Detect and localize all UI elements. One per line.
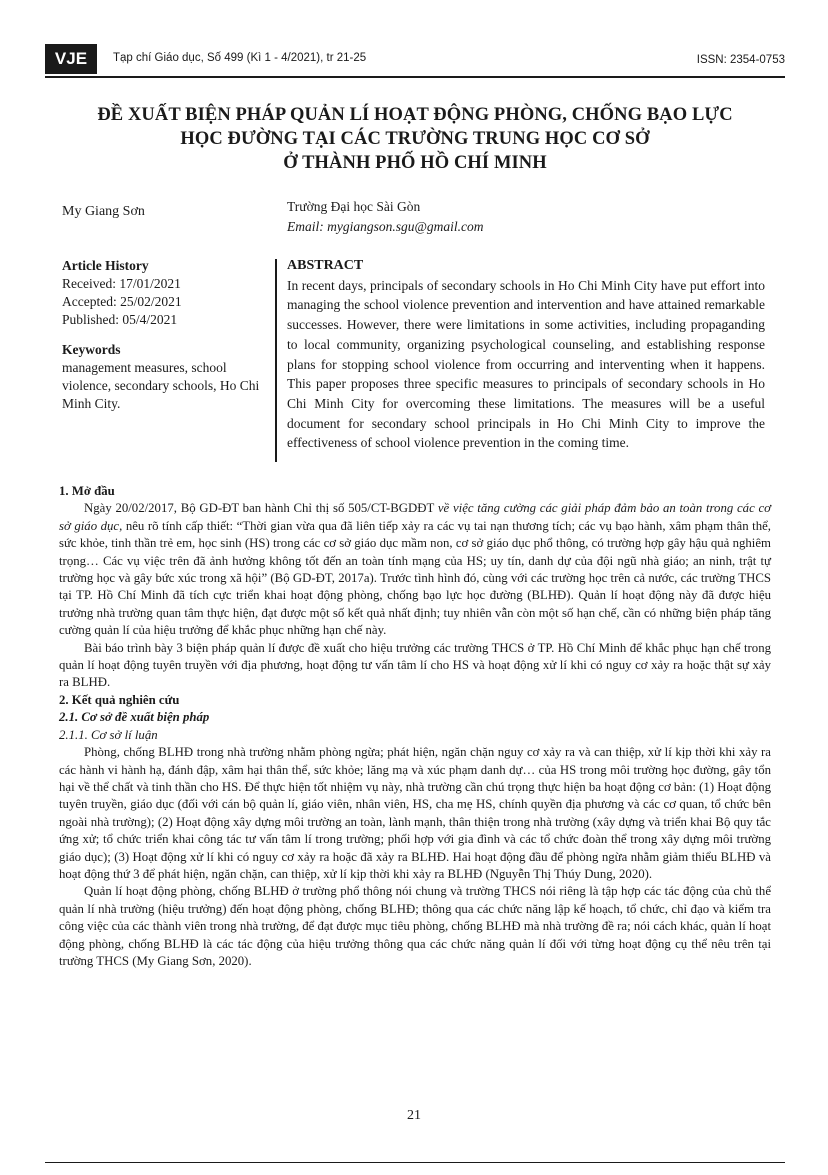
accepted-date: Accepted: 25/02/2021 xyxy=(62,294,182,309)
header-rule xyxy=(45,76,785,78)
paragraph-3: Phòng, chống BLHĐ trong nhà trường nhằm phòng ngừa; phát hiện, ngăn chặn nguy cơ xảy ra và can thiệp, xử lí kịp thời khi xảy ra các hành vi hành hạ, đánh đập, xâm hại thân thể, sức khỏe; lăng mạ và xúc phạm danh dự… của HS trong môi trường học đường, gây tổn hại về thể chất và tinh thần cho HS. Để thực hiện tốt nhiệm vụ này, nhà trường cần chú trọng thực hiện ba hoạt động cơ bản: (1) Hoạt động tuyên truyền, giáo dục (đối với cán bộ quản lí, giáo viên, nhân viên, HS, cha mẹ HS, chính quyền địa phương và các cơ quan, tổ chức bên ngoài nhà trường); (2) Hoạt động xây dựng môi trường an toàn, lành mạnh, thân thiện trong nhà trường (xây dựng và triển khai Bộ quy tắc ứng xử; tổ chức triển khai công tác tư vấn tâm lí trong trường; phối hợp với gia đình và các tổ chức đoàn thể trong xây dựng môi trường giáo dục); (3) Hoạt động xử lí khi có nguy cơ xảy ra hoặc đã xảy ra BLHĐ. Hai hoạt động đầu để phòng ngừa nhằm giảm thiểu BLHĐ và hoạt động thứ 3 để phát hiện, ngăn chặn, can thiệp, xử lí kịp thời khi xảy ra BLHĐ (Nguyễn Thị Thúy Dung, 2020). xyxy=(59,745,771,881)
body-text xyxy=(59,483,771,970)
keywords-text: management measures, school violence, secondary schools, Ho Chi Minh City. xyxy=(62,360,260,411)
running-header xyxy=(45,44,785,74)
author-email: Email: mygiangson.sgu@gmail.com xyxy=(287,219,484,234)
abstract-heading: ABSTRACT xyxy=(287,258,364,273)
affiliation: Trường Đại học Sài Gòn xyxy=(287,199,421,214)
article-meta xyxy=(62,257,262,413)
article-history-heading: Article History xyxy=(62,258,149,273)
paragraph-1: Ngày 20/02/2017, Bộ GD-ĐT ban hành Chỉ thị số 505/CT-BGDĐT về việc tăng cường các giải pháp đảm bảo an toàn trong các cơ sở giáo dục, nêu rõ tính cấp thiết: “Thời gian vừa qua đã liên tiếp xảy ra các vụ tai nạn thương tích; các vụ bạo hành, xâm phạm thân thể, sức khỏe, tinh thần trẻ em, học sinh (HS) trong các cơ sở giáo dục mầm non, cơ sở giáo dục phổ thông, có trường hợp gây hậu quả nghiêm trọng… Các vụ việc trên đã ảnh hưởng không tốt đến an toàn tính mạng của HS; uy tín, danh dự của đội ngũ nhà giáo; an ninh, trật tự trường học và gây bức xúc trong xã hội” (Bộ GD-ĐT, 2017a). Trước tình hình đó, cùng với các trường học trên cả nước, các trường THCS tại TP. Hồ Chí Minh đã tích cực triển khai hoạt động phòng, chống bạo lực học đường (BLHĐ). Quản lí hoạt động này đã được hiệu trưởng nhà trường quan tâm thực hiện, đạt được một số kết quả nhất định; tuy nhiên vẫn còn một số hạn chế, cần có những biện pháp tăng cường quản lí của hiệu trưởng để khắc phục những hạn chế này. xyxy=(59,501,771,638)
abstract-text: In recent days, principals of secondary schools in Ho Chi Minh City have put effort into managing the school violence prevention and intervention and have attained remarkable successes. However, there were limitations in some activities, including propaganding to local community, organizing psychological counseling, and establishing response plans for stopping school violence from occurring and interventing when it happens. This paper proposes three specific measures to principals of secondary schools in Ho Chi Minh City for overcoming these limitations. The measures will be a useful document for secondary school principals in Ho Chi Minh City to improve the effectiveness of school violence prevention in the coming time. xyxy=(287,277,765,451)
title-line-3: Ở THÀNH PHỐ HỒ CHÍ MINH xyxy=(283,153,547,173)
section-heading-1: 1. Mở đầu xyxy=(59,484,115,498)
footer-rule xyxy=(45,1162,785,1163)
abstract-rule xyxy=(275,259,277,462)
section-heading-2: 2. Kết quả nghiên cứu xyxy=(59,692,180,707)
title-line-1: ĐỀ XUẤT BIỆN PHÁP QUẢN LÍ HOẠT ĐỘNG PHÒNG, CHỐNG BẠO LỰC xyxy=(97,105,733,125)
paragraph-4: Quản lí hoạt động phòng, chống BLHĐ ở trường phổ thông nói chung và trường THCS nói riêng là tập hợp các tác động của chủ thể quản lí nhà trường (hiệu trưởng) đến hoạt động phòng, chống BLHĐ; thông qua các chức năng lập kế hoạch, tổ chức, chỉ đạo và kiểm tra công việc của các thành viên trong nhà trường, để đạt được mục tiêu phòng, chống BLHĐ mà nhà trường đề ra; nói cách khác, quản lí hoạt động phòng, chống BLHĐ là các tác động của hiệu trưởng thông qua các chức năng quản lí đối với từng hoạt động cụ thể nêu trên tại trường THCS (My Giang Sơn, 2020). xyxy=(59,884,772,968)
received-date: Received: 17/01/2021 xyxy=(62,276,181,291)
journal-citation: Tạp chí Giáo dục, Số 499 (Kì 1 - 4/2021), tr 21-25 xyxy=(113,52,367,64)
journal-logo: VJE xyxy=(45,44,97,74)
issn: ISSN: 2354-0753 xyxy=(696,54,785,66)
paper-title xyxy=(60,103,770,175)
subsection-heading-2-1-1: 2.1.1. Cơ sở lí luận xyxy=(59,727,158,742)
title-line-2: HỌC ĐƯỜNG TẠI CÁC TRƯỜNG TRUNG HỌC CƠ SỞ xyxy=(180,129,650,149)
keywords-heading: Keywords xyxy=(62,342,121,357)
paragraph-2: Bài báo trình bày 3 biện pháp quản lí được đề xuất cho hiệu trưởng các trường THCS ở TP. Hồ Chí Minh để khắc phục hạn chế trong quản lí hoạt động tuyên truyền với địa phương, hoạt động tư vấn tâm lí cho HS và hoạt động xử lí khi có nguy cơ xảy ra hoặc thật sự xảy ra BLHĐ. xyxy=(59,640,771,690)
published-date: Published: 05/4/2021 xyxy=(62,312,178,327)
page-number: 21 xyxy=(407,1108,421,1123)
author-affiliation xyxy=(287,197,484,237)
author-name: My Giang Sơn xyxy=(62,204,145,219)
abstract xyxy=(287,256,765,453)
subsection-heading-2-1: 2.1. Cơ sở đề xuất biện pháp xyxy=(59,710,210,725)
